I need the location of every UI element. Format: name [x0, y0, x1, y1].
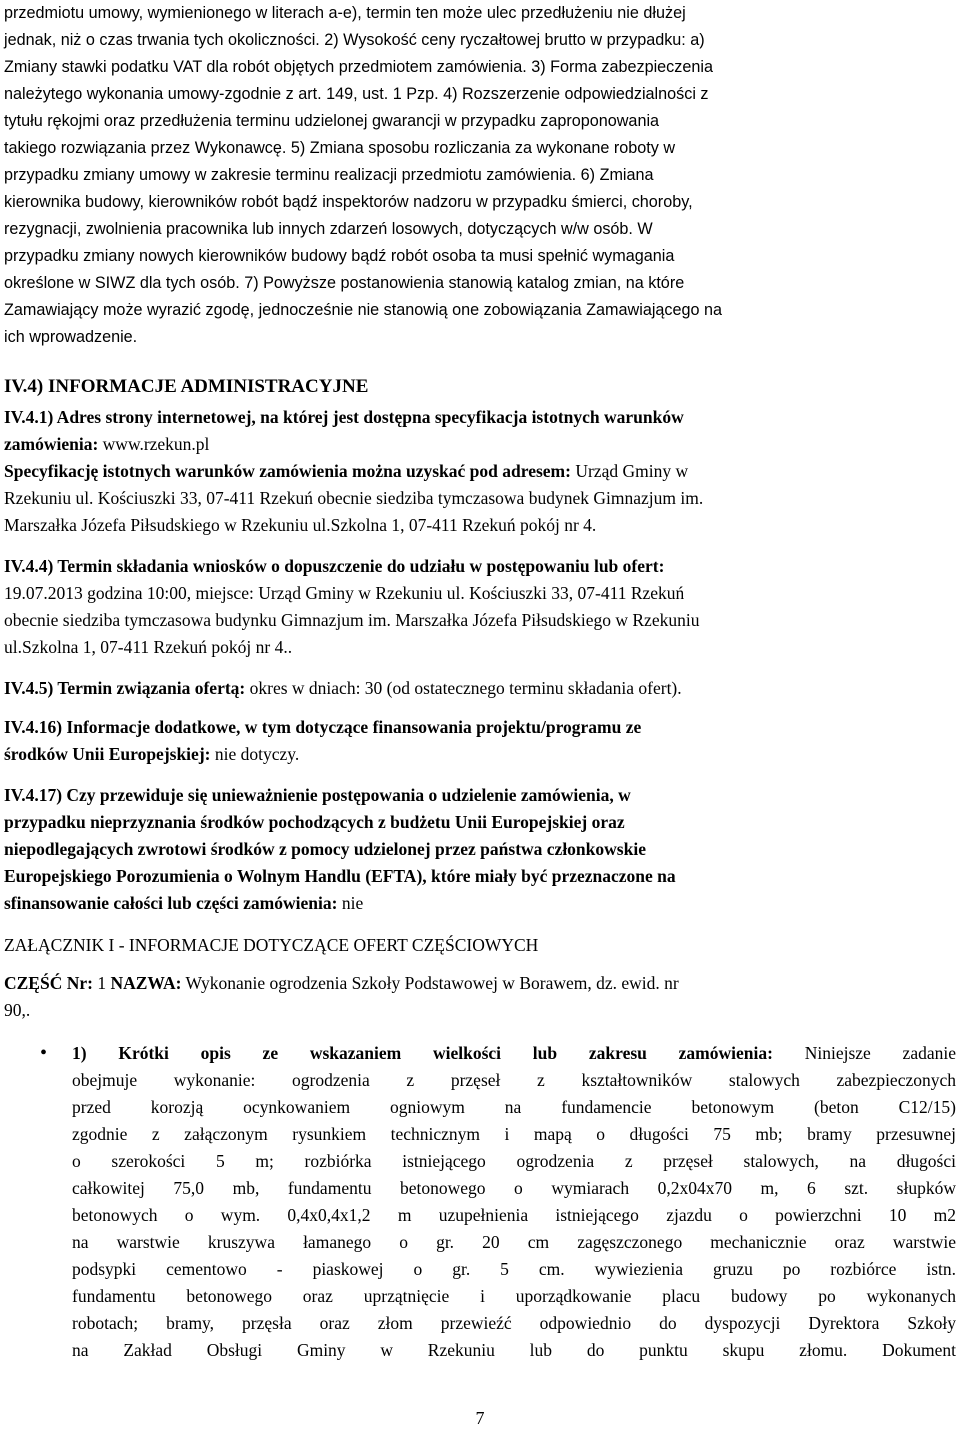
- bullet-first-line: 1) Krótki opis ze wskazaniem wielkości lub zakresu zamówienia: Niniejsze zadanie: [72, 1043, 956, 1063]
- bullet-line: przed korozją ocynkowaniem ogniowym na fundamencie betonowym (beton C12/15): [72, 1097, 956, 1117]
- text-line: takiego rozwiązania przez Wykonawcę. 5) Zmiana sposobu rozliczania za wykonane roboty w: [4, 139, 676, 157]
- subsection-line: zamówienia: www.rzekun.pl: [4, 434, 210, 454]
- attachment-title: ZAŁĄCZNIK I - INFORMACJE DOTYCZĄCE OFERT CZĘŚCIOWYCH: [4, 935, 539, 955]
- text-line: określone w SIWZ dla tych osób. 7) Powyższe postanowienia stanowią katalog zmian, na które: [4, 274, 685, 292]
- spec-address-line: Specyfikację istotnych warunków zamówienia można uzyskać pod adresem: Urząd Gminy w: [4, 461, 689, 481]
- bullet-line: betonowych o wym. 0,4x0,4x1,2 m uzupełnienia istniejącego zjazdu o powierzchni 10 m2: [72, 1205, 956, 1225]
- subsection-title: IV.4.1) Adres strony internetowej, na której jest dostępna specyfikacja istotnych warunków: [4, 407, 684, 427]
- bullet-icon: •: [40, 1042, 48, 1064]
- text-line: Zamawiający może wyrazić zgodę, jednocześnie nie stanowią one zobowiązania Zamawiającego na: [4, 301, 723, 319]
- text-line: Zmiany stawki podatku VAT dla robót objętych przedmiotem zamówienia. 3) Forma zabezpieczenia: [4, 58, 713, 76]
- bullet-line: podsypki cementowo - piaskowej o gr. 5 cm. wywiezienia gruzu po rozbiórce istn.: [72, 1259, 956, 1279]
- subsection-title: IV.4.16) Informacje dodatkowe, w tym dotyczące finansowania projektu/programu ze: [4, 717, 642, 737]
- bullet-line: całkowitej 75,0 mb, fundamentu betonowego o wymiarach 0,2x04x70 m, 6 szt. słupków: [72, 1178, 956, 1198]
- text-line: jednak, niż o czas trwania tych okoliczności. 2) Wysokość ceny ryczałtowej brutto w przypadku: a): [4, 31, 705, 49]
- subsection-line: środków Unii Europejskiej: nie dotyczy.: [4, 744, 300, 764]
- text-line: obecnie siedziba tymczasowa budynku Gimnazjum im. Marszałka Józefa Piłsudskiego w Rzekuniu: [4, 610, 700, 630]
- text-line: przypadku zmiany umowy w zakresie terminu realizacji przedmiotu zamówienia. 6) Zmiana: [4, 166, 654, 184]
- subsection-title: IV.4.17) Czy przewiduje się unieważnienie postępowania o udzielenie zamówienia, w: [4, 785, 631, 805]
- text-line: 19.07.2013 godzina 10:00, miejsce: Urząd Gminy w Rzekuniu ul. Kościuszki 33, 07-411 Rzekuń: [4, 583, 685, 603]
- subsection-title: przypadku nieprzyznania środków pochodzących z budżetu Unii Europejskiej oraz: [4, 812, 625, 832]
- bullet-line: obejmuje wykonanie: ogrodzenia z przęseł z kształtowników stalowych zabezpieczonych: [72, 1070, 956, 1090]
- text-line: rezygnacji, zwolnienia pracownika lub innych zdarzeń losowych, dotyczących w/w osób. W: [4, 220, 653, 238]
- text-line: należytego wykonania umowy-zgodnie z art. 149, ust. 1 Pzp. 4) Rozszerzenie odpowiedzialności z: [4, 85, 709, 103]
- subsection-line: IV.4.5) Termin związania ofertą: okres w dniach: 30 (od ostatecznego terminu składania ofert).: [4, 678, 682, 698]
- bullet-line: zgodnie z załączonym rysunkiem technicznym i mapą o długości 75 mb; bramy przesuwnej: [72, 1124, 956, 1144]
- subsection-line: sfinansowanie całości lub części zamówienia: nie: [4, 893, 364, 913]
- subsection-title: IV.4.4) Termin składania wniosków o dopuszczenie do udziału w postępowaniu lub ofert:: [4, 556, 665, 576]
- subsection-title: niepodlegających zwrotowi środków z pomocy udzielonej przez państwa członkowskie: [4, 839, 646, 859]
- bullet-line: o szerokości 5 m; rozbiórka istniejącego ogrodzenia z przęseł stalowych, na długości: [72, 1151, 956, 1171]
- text-line: tytułu rękojmi oraz przedłużenia terminu udzielonej gwarancji w przypadku zaproponowania: [4, 112, 660, 130]
- page-number: 7: [475, 1408, 485, 1428]
- bullet-line: na warstwie kruszywa łamanego o gr. 20 cm zagęszczonego mechanicznie oraz warstwie: [72, 1232, 956, 1252]
- bullet-line: robotach; bramy, przęsła oraz złom przewieźć odpowiednio do dyspozycji Dyrektora Szkoły: [72, 1313, 956, 1333]
- text-line: ich wprowadzenie.: [4, 328, 138, 346]
- text-line: ul.Szkolna 1, 07-411 Rzekuń pokój nr 4..: [4, 637, 293, 657]
- text-line: Rzekuniu ul. Kościuszki 33, 07-411 Rzekuń obecnie siedziba tymczasowa budynek Gimnazjum im.: [4, 488, 704, 508]
- bullet-line: fundamentu betonowego oraz uprzątnięcie i uporządkowanie placu budowy po wykonanych: [72, 1286, 956, 1306]
- text-line: przedmiotu umowy, wymienionego w literach a-e), termin ten może ulec przedłużeniu nie dłużej: [4, 4, 686, 22]
- bullet-line: na Zakład Obsługi Gminy w Rzekuniu lub do punktu skupu złomu. Dokument: [72, 1340, 956, 1360]
- text-line: kierownika budowy, kierowników robót bądź inspektorów nadzoru w przypadku śmierci, choroby,: [4, 193, 693, 211]
- text-line: Marszałka Józefa Piłsudskiego w Rzekuniu ul.Szkolna 1, 07-411 Rzekuń pokój nr 4.: [4, 515, 597, 535]
- text-line: 90,.: [4, 1000, 31, 1020]
- subsection-title: Europejskiego Porozumienia o Wolnym Handlu (EFTA), które miały być przeznaczone na: [4, 866, 676, 886]
- part-line: CZĘŚĆ Nr: 1 NAZWA: Wykonanie ogrodzenia Szkoły Podstawowej w Borawem, dz. ewid. nr: [4, 973, 679, 993]
- section-heading: IV.4) INFORMACJE ADMINISTRACYJNE: [4, 376, 369, 397]
- website-link[interactable]: www.rzekun.pl: [98, 434, 210, 454]
- text-line: przypadku zmiany nowych kierowników budowy bądź robót osoba ta musi spełnić wymagania: [4, 247, 675, 265]
